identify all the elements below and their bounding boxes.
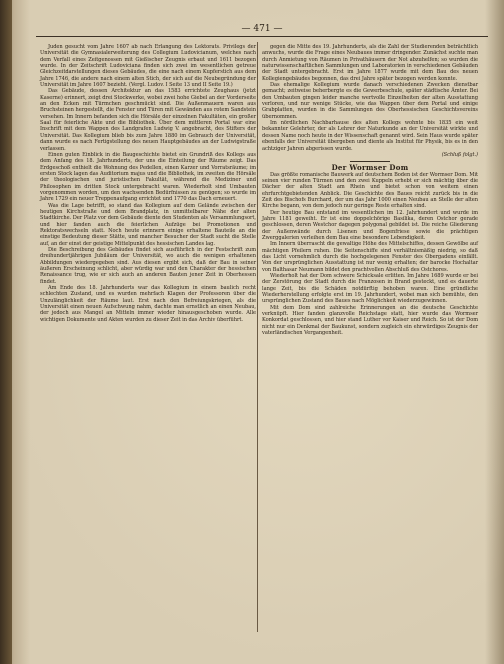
paragraph: Mit dem Dom sind zahlreiche Erinnerungen an die deutsche Geschichte verknüpft. Hier fanden glanzvolle Reichstage statt, hier wurde das Wormser Konkordat geschlossen, und hier stand Luther vor Kaiser und Reich. So ist der Dom nicht nur ein Denkmal der Baukunst, sondern zugleich ein ehrwürdiges Zeugnis der vaterländischen Vergangenheit. xyxy=(262,304,478,337)
column-divider xyxy=(257,42,258,632)
continued-note: (Schluß folgt.) xyxy=(441,151,478,158)
section-title: Der Wormser Dom xyxy=(331,163,409,173)
paragraph: Am Ende des 18. Jahrhunderts war das Kollegium in einem baulich recht schlechten Zustand, und es wurden mehrfach Klagen der Professoren über die Unzulänglichkeit der Räume laut. Erst nach den Befreiungskriegen, als die Universität einen neuen Aufschwung nahm, dachte man ernstlich an einen Neubau, der jedoch aus Mangel an Mitteln immer wieder hinausgeschoben wurde. Alle wichtigen Dokumente und Akten wurden zu dieser Zeit in das Archiv überführt. xyxy=(40,285,256,323)
page-number: — 471 — xyxy=(241,24,283,34)
paragraph: Das Gebäude, dessen Architektur an das 1583 errichtete Zeughaus (jetzt Kaserne) erinnert, zeigt drei Stockwerke, wobei zwei hohe Giebel an der Vorderseite an den Ecken mit Türmchen geschmückt sind. Die Außenmauern waren aus Bruchsteinen hergestellt, die Fenster und Türen mit Gewänden aus rotem Sandstein versehen. Im Innern befanden sich die Hörsäle der einzelnen Fakultäten, ein großer Saal für feierliche Akte und die Bibliothek. Über dem mittleren Portal war eine Inschrift mit dem Wappen des Landgrafen Ludwig V. angebracht, des Stifters der Universität. Das Kollegium blieb bis zum Jahre 1880 im Gebrauch der Universität, dann wurde es nach Fertigstellung des neuen Hauptgebäudes an der Ludwigstraße verlassen. xyxy=(40,88,256,152)
left-column xyxy=(40,44,256,323)
paragraph: Der heutige Bau entstand im wesentlichen im 12. Jahrhundert und wurde im Jahre 1181 geweiht. Er ist eine doppelchörige Basilika, deren Ostchor gerade geschlossen, deren Westchor dagegen polygonal gebildet ist. Die reiche Gliederung der Außenwände durch Lisenen und Bogenfriese sowie die prächtigen Zwerggalerien verleihen dem Bau eine besondere Lebendigkeit. xyxy=(262,209,478,241)
right-column xyxy=(262,44,478,336)
book-binding-edge xyxy=(0,0,12,664)
section-divider xyxy=(350,161,390,162)
paragraph: Das ehemalige Kollegium wurde danach verschiedenen Zwecken dienstbar gemacht; zeitweise beherbergte es die Gewerbeschule, später städtische Ämter. Bei den Umbauten gingen leider manche wertvolle Einzelheiten der alten Ausstattung verloren, und nur wenige Stücke, wie das Wappen über dem Portal und einige Grabplatten, wurden in die Sammlungen des Oberhessischen Geschichtsvereins übernommen. xyxy=(262,82,478,120)
paragraph: Einen guten Einblick in die Baugeschichte bietet ein Grundriß des Kollegs aus dem Anfang des 18. Jahrhunderts, der uns die Einteilung der Räume zeigt. Das Erdgeschoß enthielt die Wohnung des Pedellen, einen Karzer und Vorratsräume; im ersten Stock lagen das Auditorium majus und die Bibliothek, im zweiten die Hörsäle der theologischen und juristischen Fakultät, während die Mediziner und Philosophen im dritten Stock untergebracht waren. Wiederholt sind Umbauten vorgenommen worden, um den wachsenden Bedürfnissen zu genügen; so wurde im Jahre 1729 ein neuer Treppenaufgang errichtet und 1770 das Dach erneuert. xyxy=(40,151,256,203)
header-rule xyxy=(36,36,488,37)
paragraph: Im nördlichen Nachbarhause des alten Kollegs wohnte bis 1835 ein weit bekannter Gelehrter, der als Lehrer der Naturkunde an der Universität wirkte und dessen Name noch heute in der Wissenschaft genannt wird. Sein Haus wurde später ebenfalls der Universität übergeben und diente als Institut für Physik, bis es in den achtziger Jahren abgerissen wurde. xyxy=(262,120,478,152)
paragraph: Was die Lage betrifft, so stand das Kollegium auf dem Gelände zwischen der heutigen Kirchstraße und dem Brandplatz, in unmittelbarer Nähe der alten Stadtkirche. Der Platz vor dem Gebäude diente den Studenten als Versammlungsort, und hier fanden auch die feierlichen Aufzüge bei Promotionen und Rektoratswechseln statt. Noch heute erinnern einige erhaltene Bauteile an die einstige Bedeutung dieser Stätte, und mancher Besucher der Stadt sucht die Stelle auf, an der einst der geistige Mittelpunkt des hessischen Landes lag. xyxy=(40,202,256,247)
paragraph: Die Beschreibung des Gebäudes findet sich ausführlich in der Festschrift zum dreihundertjährigen Jubiläum der Universität, wo auch die wenigen erhaltenen Abbildungen wiedergegeben sind. Aus diesen ergibt sich, daß der Bau in seiner äußeren Erscheinung schlicht, aber würdig war und den Charakter der hessischen Renaissance trug, wie er sich auch an anderen Bauten jener Zeit in Oberhessen findet. xyxy=(40,247,256,285)
paragraph: Im Innern überrascht die gewaltige Höhe des Mittelschiffes, dessen Gewölbe auf mächtigen Pfeilern ruhen. Die Seitenschiffe sind verhältnismäßig niedrig, so daß das Licht vornehmlich durch die hochgelegenen Fenster des Obergadens einfällt. Von der ursprünglichen Ausstattung ist nur wenig erhalten; der barocke Hochaltar von Balthasar Neumann bildet den prachtvollen Abschluß des Ostchores. xyxy=(262,241,478,273)
paragraph: Wiederholt hat der Dom schwere Schicksale erlitten. Im Jahre 1689 wurde er bei der Zerstörung der Stadt durch die Franzosen in Brand gesteckt, und es dauerte lange Zeit, bis die Schäden notdürftig behoben waren. Eine gründliche Wiederherstellung erfolgte erst im 19. Jahrhundert, wobei man sich bemühte, den ursprünglichen Zustand des Baues nach Möglichkeit wiederzugewinnen. xyxy=(262,273,478,305)
paragraph: Das größte romanische Bauwerk auf deutschem Boden ist der Wormser Dom. Mit seinen vier runden Türmen und den zwei Kuppeln erhebt er sich mächtig über die Dächer der alten Stadt am Rhein und bietet schon von weitem einen ehrfurchtgebietenden Anblick. Die Geschichte des Baues reicht zurück bis in die Zeit des Bischofs Burchard, der um das Jahr 1000 einen Neubau an Stelle der alten Kirche begann, von dem jedoch nur geringe Reste erhalten sind. xyxy=(262,171,478,210)
paragraph: gegen die Mitte des 19. Jahrhunderts, als die Zahl der Studierenden beträchtlich anwuchs, wurde die Frage eines Neubaues immer dringender. Zunächst suchte man durch Anmietung von Räumen in Privathäusern der Not abzuhelfen; so wurden die naturwissenschaftlichen Sammlungen und Laboratorien in verschiedenen Gebäuden der Stadt untergebracht. Erst im Jahre 1877 wurde mit dem Bau des neuen Kollegiengebäudes begonnen, das drei Jahre später bezogen werden konnte. xyxy=(262,44,478,82)
paragraph: Juden gesucht vom Jahre 1607 ab nach Erlangung des Lektorats. Privilegs der Universität die Gymnasialerweiterung des Collegium Ludovicianum, welches nach dem Verfall eines Zeitgenossen mit Gießischer Zeugnis erbaut und 1611 bezogen wurde. In der Zeitschrift Ludoviciana finden sich zwei im wesentlichen getreue Gleichzeitdarstellungen dieses Gebäudes, die eine nach einem Kupferstich aus dem Jahre 1746, die andere nach einem alten Stich, der sich auf die Neubegründung der Universität im Jahre 1607 bezieht. (Vergl. Ludov. I Seite 13 und II Seite 19.) xyxy=(40,44,256,89)
